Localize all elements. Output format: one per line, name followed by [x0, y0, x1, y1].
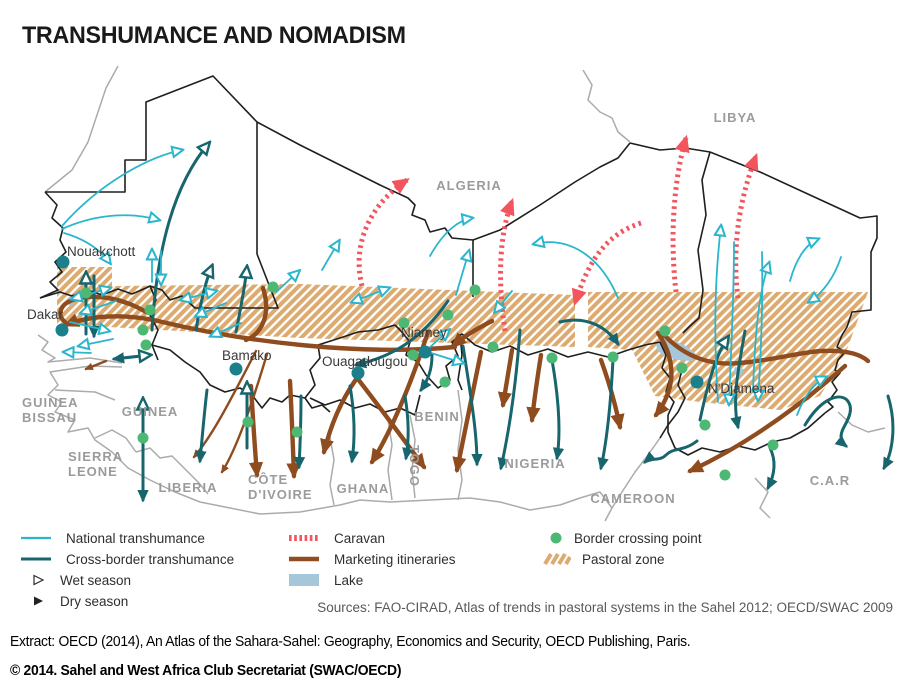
label-cote-divoire-2: D'IVOIRE: [248, 487, 313, 502]
label-cameroon: CAMEROON: [590, 491, 676, 506]
legend-item-wet: [32, 570, 131, 590]
pastoral-zone-swatch-icon: [543, 552, 571, 566]
label-nouakchott: Nouakchott: [67, 244, 136, 259]
label-dakar: Dakar: [27, 307, 64, 322]
legend-item-lake: [288, 570, 363, 590]
legend-item-crossborder: [20, 549, 234, 569]
legend-label: Marketing itineraries: [334, 551, 456, 567]
legend-label: Dry season: [60, 593, 129, 609]
wet-season-triangle-icon: [32, 574, 45, 586]
cross-border-transhumance-swatch-icon: [20, 555, 52, 563]
label-togo: TOGO: [407, 444, 422, 488]
label-libya: LIBYA: [713, 110, 757, 125]
label-nigeria: NIGERIA: [504, 456, 566, 471]
label-ndjamena: N'Djamena: [708, 381, 775, 396]
caravan-swatch-icon: [288, 533, 320, 543]
legend-label: Border crossing point: [574, 530, 702, 546]
label-guinea-bissau-1: GUINEA: [22, 395, 79, 410]
label-ouagadougou: Ouagadougou: [322, 354, 408, 369]
label-bamako: Bamako: [222, 348, 272, 363]
legend-label: Pastoral zone: [582, 551, 665, 567]
legend-item-pastoral: [543, 549, 665, 569]
legend-item-caravan: [288, 528, 385, 548]
legend-label: Wet season: [60, 572, 132, 588]
dry-season-triangle-icon: [32, 595, 45, 607]
sources-note: Sources: FAO-CIRAD, Atlas of trends in pastoral systems in the Sahel 2012; OECD/SWAC 2009: [317, 600, 893, 615]
label-guinea-bissau-2: BISSAU: [22, 410, 78, 425]
label-liberia: LIBERIA: [158, 480, 218, 495]
legend-label: National transhumance: [66, 530, 205, 546]
legend-item-dry: [32, 591, 128, 611]
copyright-note: © 2014. Sahel and West Africa Club Secretariat (SWAC/OECD): [10, 663, 402, 679]
label-car: C.A.R: [809, 473, 851, 488]
label-niamey: Niamey: [401, 325, 447, 340]
national-transhumance-swatch-icon: [20, 534, 52, 542]
border-crossing-dot-icon: [548, 531, 564, 545]
lake-swatch-icon: [288, 573, 320, 587]
label-benin: BENIN: [414, 409, 460, 424]
extract-note: Extract: OECD (2014), An Atlas of the Sahara-Sahel: Geography, Economics and Security, OECD Publishing, Paris.: [10, 634, 691, 650]
label-ghana: GHANA: [336, 481, 390, 496]
legend-label: Lake: [334, 572, 364, 588]
label-sierra-leone-2: LEONE: [68, 464, 118, 479]
legend-label: Caravan: [334, 530, 386, 546]
marketing-itineraries-swatch-icon: [288, 554, 320, 564]
label-algeria: ALGERIA: [436, 178, 502, 193]
legend-label: Cross-border transhumance: [66, 551, 235, 567]
legend-item-marketing: [288, 549, 456, 569]
label-guinea: GUINEA: [121, 404, 179, 419]
page-title: TRANSHUMANCE AND NOMADISM: [22, 22, 406, 49]
label-cote-divoire-1: CÔTE: [248, 472, 289, 487]
legend-item-border-crossing: [548, 528, 702, 548]
label-sierra-leone-1: SIERRA: [68, 449, 124, 464]
legend-item-national: [20, 528, 205, 548]
